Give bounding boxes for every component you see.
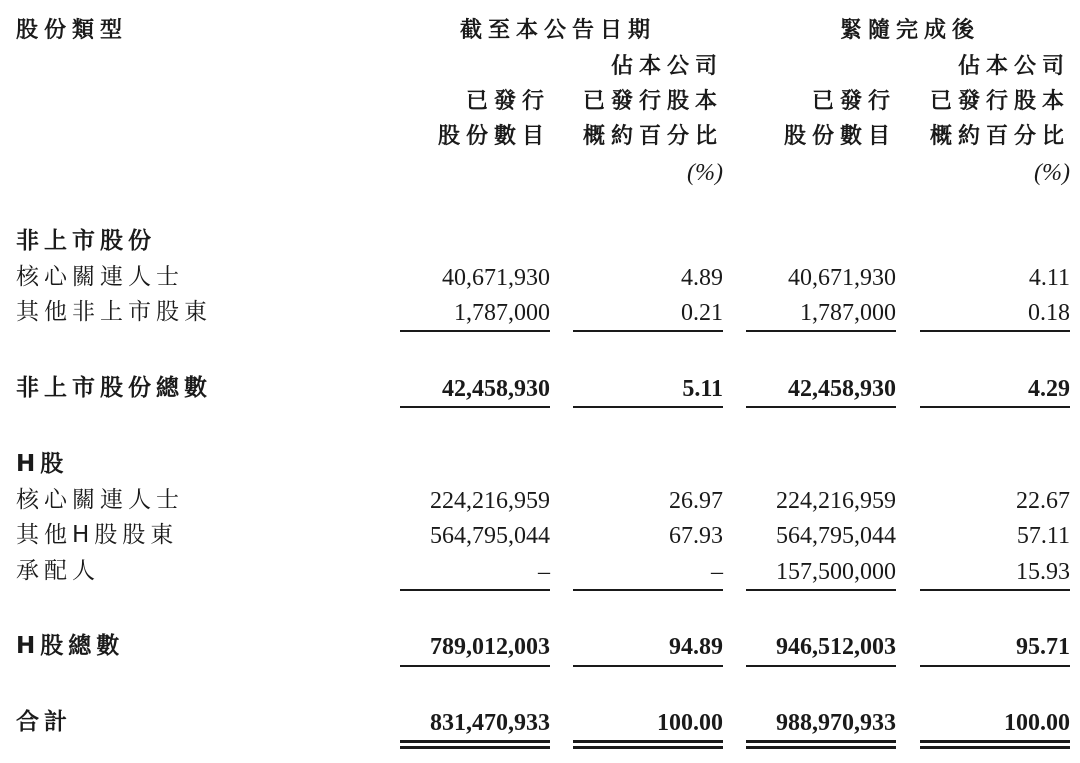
grand-total-col3: 988,970,933 <box>776 710 896 736</box>
row-label: 其他H股股東 <box>16 522 179 548</box>
row-value-col2: – <box>711 559 723 585</box>
row-value-col1: – <box>538 559 550 585</box>
subtotal-rule-col4 <box>920 589 1070 591</box>
section-title-unlisted: 非上市股份 <box>16 228 156 254</box>
total-value-col1: 42,458,930 <box>442 376 550 402</box>
row-value-col3: 564,795,044 <box>776 523 896 549</box>
group-header-after-completion: 緊隨完成後 <box>840 18 981 43</box>
double-rule-bottom-col2 <box>573 746 723 749</box>
total-value-col3: 946,512,003 <box>776 634 896 660</box>
row-value-col4: 4.11 <box>1028 265 1070 291</box>
row-value-col4: 22.67 <box>1016 488 1070 514</box>
total-rule-col3 <box>746 665 896 667</box>
double-rule-bottom-col1 <box>400 746 550 749</box>
grand-total-col1: 831,470,933 <box>430 710 550 736</box>
subtotal-rule-col3 <box>746 330 896 332</box>
double-rule-top-col2 <box>573 740 723 743</box>
col4-percent-unit: (%) <box>1034 160 1070 186</box>
total-rule-col4 <box>920 665 1070 667</box>
total-rule-col3 <box>746 406 896 408</box>
total-value-col1: 789,012,003 <box>430 634 550 660</box>
col2-header-line1: 已發行股本 <box>582 89 723 114</box>
col2-percent-unit: (%) <box>687 160 723 186</box>
row-value-col1: 564,795,044 <box>430 523 550 549</box>
total-value-col3: 42,458,930 <box>788 376 896 402</box>
total-value-col4: 4.29 <box>1028 376 1070 402</box>
double-rule-top-col3 <box>746 740 896 743</box>
row-value-col4: 0.18 <box>1028 300 1070 326</box>
row-value-col3: 1,787,000 <box>800 300 896 326</box>
row-value-col4: 57.11 <box>1016 523 1070 549</box>
row-value-col2: 0.21 <box>681 300 723 326</box>
row-value-col3: 40,671,930 <box>788 265 896 291</box>
grand-total-label: 合計 <box>16 709 72 735</box>
row-value-col3: 224,216,959 <box>776 488 896 514</box>
grand-total-col2: 100.00 <box>657 710 723 736</box>
double-rule-bottom-col4 <box>920 746 1070 749</box>
subtotal-rule-col1 <box>400 589 550 591</box>
subtotal-rule-col1 <box>400 330 550 332</box>
col2-header-line0: 佔本公司 <box>610 54 723 79</box>
col1-header-line2: 股份數目 <box>437 124 550 149</box>
row-label: 承配人 <box>16 558 100 584</box>
row-value-col3: 157,500,000 <box>776 559 896 585</box>
subtotal-rule-col3 <box>746 589 896 591</box>
total-label-h-shares: H股總數 <box>16 633 125 659</box>
section-title-h-shares: H股 <box>16 451 69 477</box>
row-value-col2: 67.93 <box>669 523 723 549</box>
group-header-as-at-date: 截至本公告日期 <box>460 18 657 43</box>
row-value-col1: 224,216,959 <box>430 488 550 514</box>
col2-header-line2: 概約百分比 <box>582 124 723 149</box>
total-value-col4: 95.71 <box>1016 634 1070 660</box>
double-rule-top-col4 <box>920 740 1070 743</box>
subtotal-rule-col2 <box>573 330 723 332</box>
total-rule-col2 <box>573 406 723 408</box>
col4-header-line1: 已發行股本 <box>929 89 1070 114</box>
row-value-col1: 1,787,000 <box>454 300 550 326</box>
row-label: 核心關連人士 <box>16 487 184 513</box>
total-value-col2: 94.89 <box>669 634 723 660</box>
row-value-col2: 26.97 <box>669 488 723 514</box>
total-rule-col4 <box>920 406 1070 408</box>
col4-header-line2: 概約百分比 <box>929 124 1070 149</box>
col1-header-line1: 已發行 <box>465 89 550 114</box>
total-label-unlisted: 非上市股份總數 <box>16 375 212 401</box>
row-label: 其他非上市股東 <box>16 299 212 325</box>
total-value-col2: 5.11 <box>682 376 723 402</box>
column-header-share-type: 股份類型 <box>16 18 129 43</box>
subtotal-rule-col2 <box>573 589 723 591</box>
row-value-col1: 40,671,930 <box>442 265 550 291</box>
col4-header-line0: 佔本公司 <box>957 54 1070 79</box>
row-label: 核心關連人士 <box>16 264 184 290</box>
row-value-col2: 4.89 <box>681 265 723 291</box>
subtotal-rule-col4 <box>920 330 1070 332</box>
double-rule-bottom-col3 <box>746 746 896 749</box>
col3-header-line1: 已發行 <box>811 89 896 114</box>
total-rule-col1 <box>400 665 550 667</box>
grand-total-col4: 100.00 <box>1004 710 1070 736</box>
total-rule-col1 <box>400 406 550 408</box>
row-value-col4: 15.93 <box>1016 559 1070 585</box>
double-rule-top-col1 <box>400 740 550 743</box>
col3-header-line2: 股份數目 <box>783 124 896 149</box>
total-rule-col2 <box>573 665 723 667</box>
